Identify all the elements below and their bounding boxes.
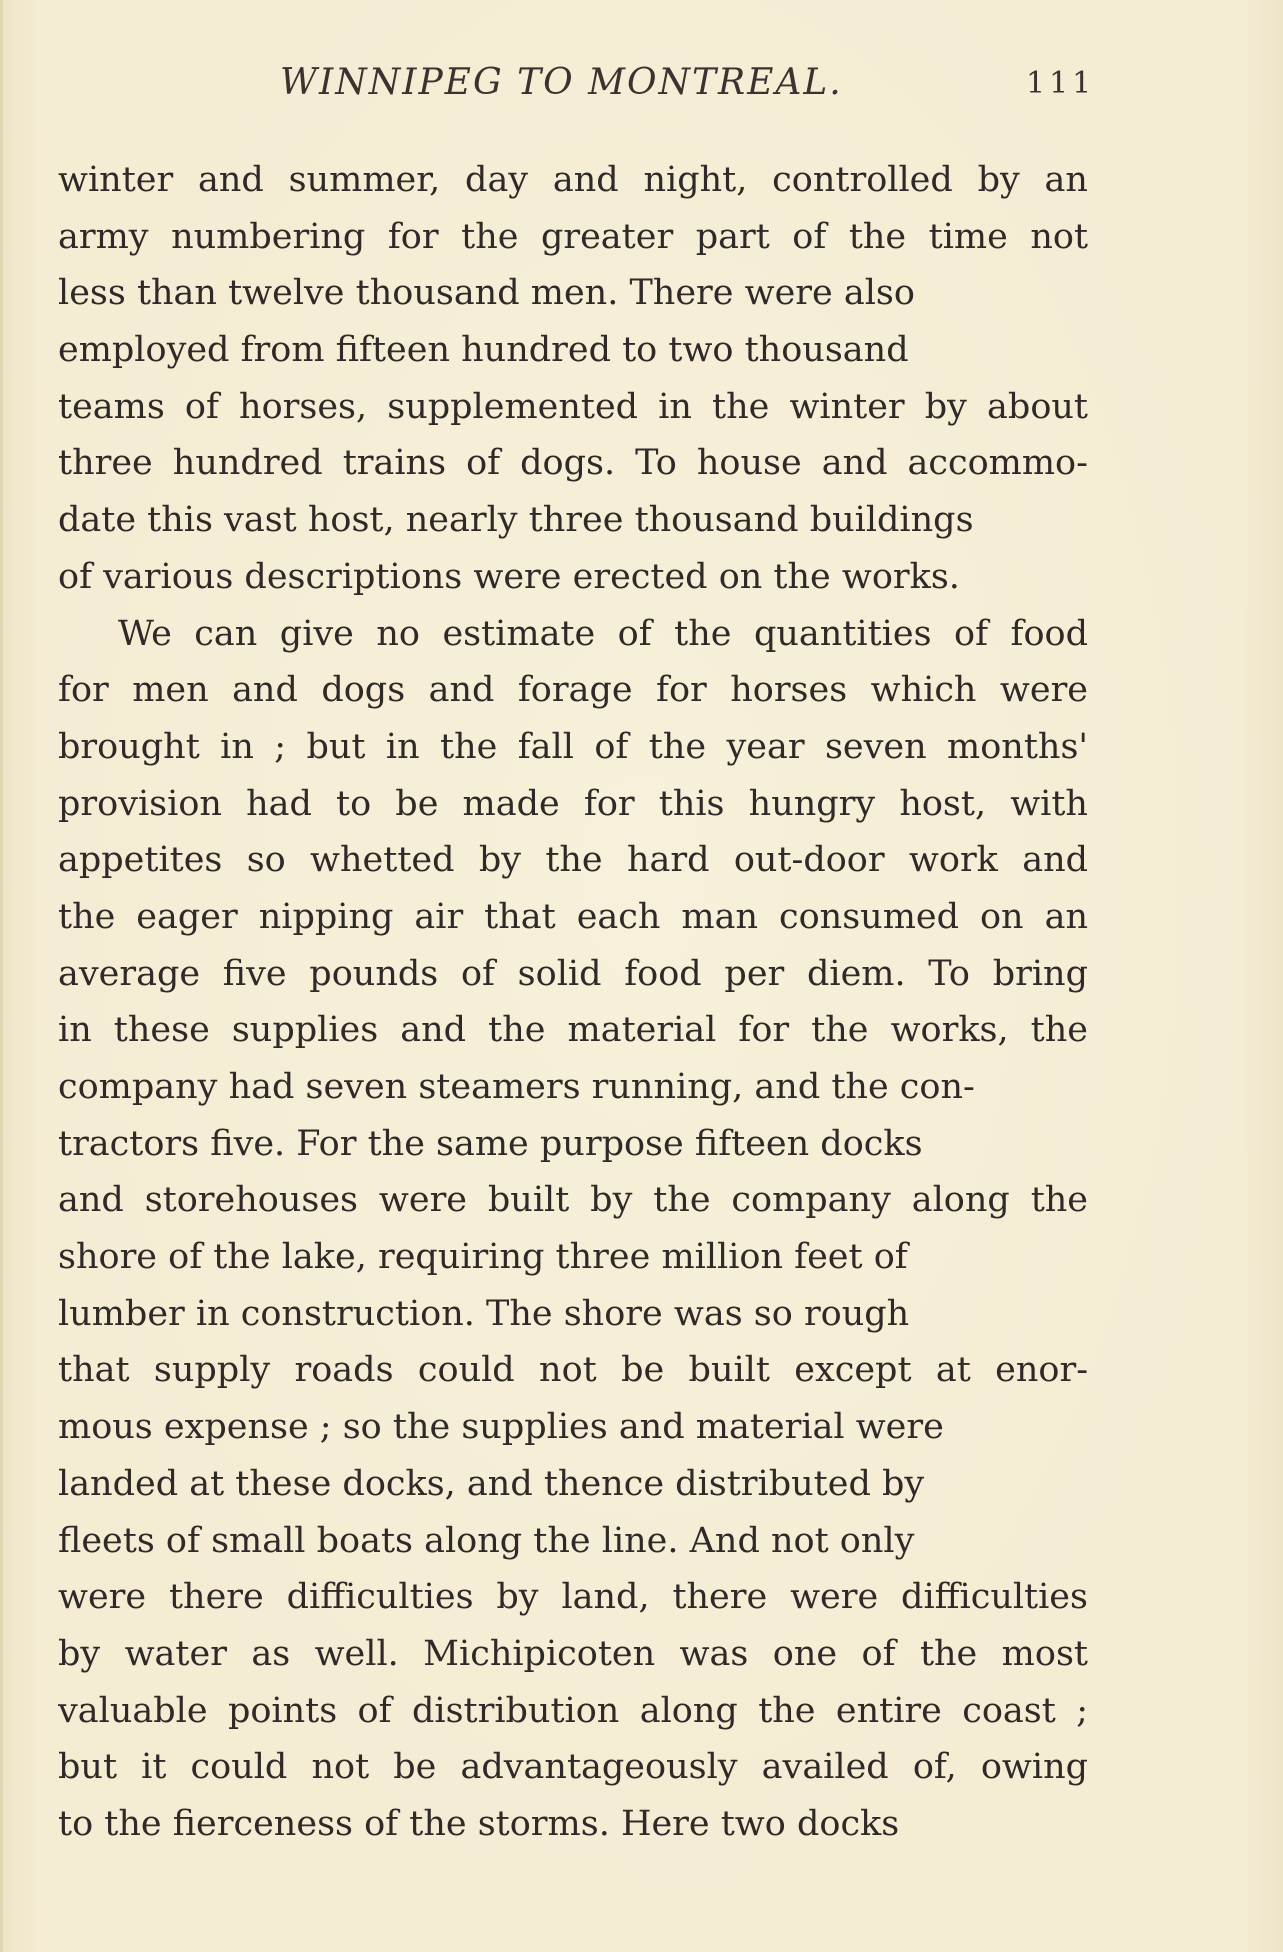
text-line: date this vast host, nearly three thousand buildings	[58, 500, 974, 541]
text-line: tractors five. For the same purpose fifteen docks	[58, 1123, 923, 1164]
text-line: winter and summer, day and night, controlled by an	[58, 160, 1088, 200]
text-line: by water as well. Michipicoten was one of the most	[58, 1633, 1088, 1674]
text-line: employed from fifteen hundred to two thousand	[58, 330, 909, 371]
text-line: were there difficulties by land, there were difficulties	[58, 1577, 1088, 1618]
text-line: three hundred trains of dogs. To house and accommo-	[58, 443, 1088, 484]
text-line: in these supplies and the material for the works, the	[58, 1010, 1088, 1051]
text-line: brought in ; but in the fall of the year seven months'	[58, 726, 1088, 767]
text-line: lumber in construction. The shore was so rough	[58, 1293, 910, 1334]
text-line: teams of horses, supplemented in the winter by about	[58, 386, 1088, 427]
text-line: less than twelve thousand men. There were also	[58, 273, 915, 314]
text-line: for men and dogs and forage for horses which were	[58, 670, 1088, 711]
text-line: army numbering for the greater part of the time not	[58, 216, 1088, 257]
text-line: company had seven steamers running, and the con-	[58, 1067, 975, 1107]
running-head: WINNIPEG TO MONTREAL.	[280, 62, 843, 103]
text-line: and storehouses were built by the company along the	[58, 1180, 1088, 1221]
text-line: appetites so whetted by the hard out-door work and	[58, 840, 1088, 881]
page-gutter-edge	[0, 0, 3, 1952]
text-line: shore of the lake, requiring three million feet of	[58, 1237, 908, 1278]
text-line: that supply roads could not be built except at enor-	[58, 1350, 1088, 1391]
text-line: landed at these docks, and thence distributed by	[58, 1463, 925, 1504]
text-line: provision had to be made for this hungry host, with	[58, 783, 1088, 824]
text-line: We can give no estimate of the quantities of food	[118, 613, 1088, 654]
text-line: of various descriptions were erected on the works.	[58, 556, 960, 597]
text-line: to the fierceness of the storms. Here two docks	[58, 1803, 900, 1844]
text-line: but it could not be advantageously availed of, owing	[58, 1747, 1088, 1788]
text-line: valuable points of distribution along the entire coast ;	[58, 1690, 1088, 1731]
text-line: mous expense ; so the supplies and material were	[58, 1407, 944, 1448]
text-line: fleets of small boats along the line. And not only	[58, 1520, 915, 1561]
text-line: the eager nipping air that each man consumed on an	[58, 896, 1088, 937]
text-line: average five pounds of solid food per diem. To bring	[58, 953, 1088, 994]
page-number: 111	[1026, 66, 1096, 101]
body-text	[58, 152, 1088, 1853]
